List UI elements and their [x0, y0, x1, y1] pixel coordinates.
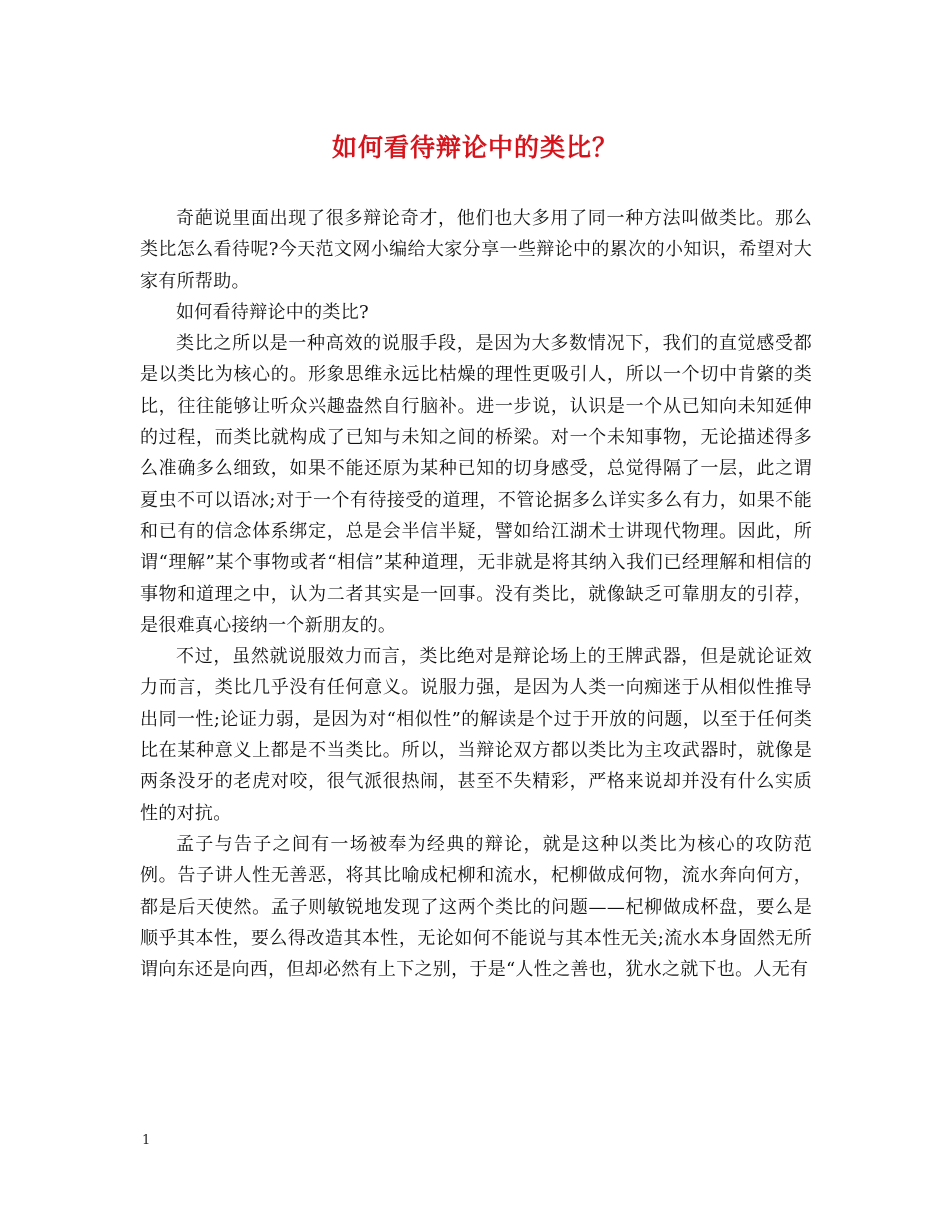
paragraph-analogy-argument: 不过，虽然就说服效力而言，类比绝对是辩论场上的王牌武器，但是就论证效力而言，类比几乎没有任何意义。说服力强，是因为人类一向痴迷于从相似性推导出同一性;论证力弱，是因为对“相似性”的解读是个过于开放的问题，以至于任何类比在某种意义上都是不当类比。所以，当辩论双方都以类比为主攻武器时，就像是两条没牙的老虎对咬，很气派很热闹，甚至不失精彩，严格来说却并没有什么实质性的对抗。: [140, 646, 812, 824]
paragraph-analogy-persuasion: 类比之所以是一种高效的说服手段，是因为大多数情况下，我们的直觉感受都是以类比为核心的。形象思维永远比枯燥的理性更吸引人，所以一个切中肯綮的类比，往往能够让听众兴趣盎然自行脑补。进一步说，认识是一个从已知向未知延伸的过程，而类比就构成了已知与未知之间的桥梁。对一个未知事物，无论描述得多么准确多么细致，如果不能还原为某种已知的切身感受，总觉得隔了一层，此之谓夏虫不可以语冰;对于一个有待接受的道理，不管论据多么详实多么有力，如果不能和已有的信念体系绑定，总是会半信半疑，譬如给江湖术士讲现代物理。因此，所谓“理解”某个事物或者“相信”某种道理，无非就是将其纳入我们已经理解和相信的事物和道理之中，认为二者其实是一回事。没有类比，就像缺乏可靠朋友的引荐，是很难真心接纳一个新朋友的。: [140, 333, 812, 636]
paragraph-intro: 奇葩说里面出现了很多辩论奇才，他们也大多用了同一种方法叫做类比。那么类比怎么看待呢?今天范文网小编给大家分享一些辩论中的累次的小知识，希望对大家有所帮助。: [140, 208, 812, 292]
paragraph-mencius-gaozi: 孟子与告子之间有一场被奉为经典的辩论，就是这种以类比为核心的攻防范例。告子讲人性无善恶，将其比喻成杞柳和流水，杞柳做成何物，流水奔向何方，都是后天使然。孟子则敏锐地发现了这两个类比的问题——杞柳做成杯盘，要么是顺乎其本性，要么得改造其本性，无论如何不能说与其本性无关;流水本身固然无所谓向东还是向西，但却必然有上下之别，于是“人性之善也，犹水之就下也。人无有: [140, 833, 812, 981]
page-number: 1: [142, 1133, 151, 1148]
paragraph-subheading: 如何看待辩论中的类比?: [176, 301, 369, 323]
document-title: 如何看待辩论中的类比？: [331, 133, 618, 162]
document-body: [140, 203, 812, 985]
